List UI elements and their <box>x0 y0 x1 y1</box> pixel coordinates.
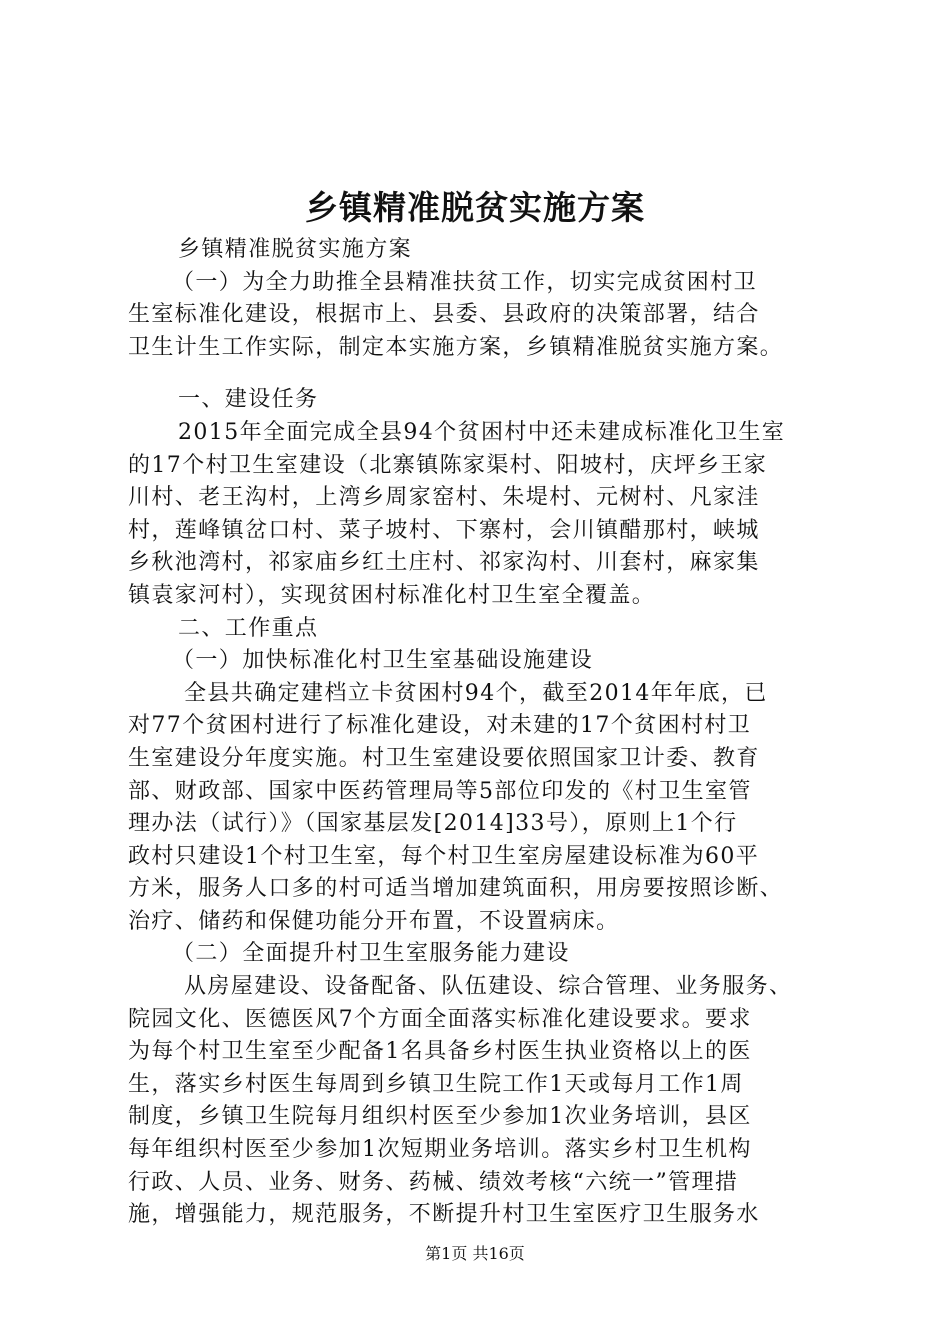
paragraph-line: 部、财政部、国家中医药管理局等5部位印发的《村卫生室管 <box>128 778 752 804</box>
paragraph-line: 对77个贫困村进行了标准化建设，对未建的17个贫困村村卫 <box>128 713 752 739</box>
paragraph-line: 方米，服务人口多的村可适当增加建筑面积，用房要按照诊断、 <box>128 876 784 902</box>
paragraph-line: 为每个村卫生室至少配备1名具备乡村医生执业资格以上的医 <box>128 1039 752 1065</box>
paragraph-line: 行政、人员、业务、财务、药械、绩效考核“六统一”管理措 <box>128 1169 739 1195</box>
document-title: 乡镇精准脱贫实施方案 <box>305 188 645 227</box>
paragraph-gap <box>128 364 844 384</box>
paragraph-line: 村，莲峰镇岔口村、菜子坡村、下寨村，会川镇醋那村，峡城 <box>128 517 760 543</box>
paragraph-line: 川村、老王沟村，上湾乡周家窑村、朱堤村、元树村、凡家洼 <box>128 485 760 511</box>
subsection-heading: （一）加快标准化村卫生室基础设施建设 <box>172 648 594 674</box>
paragraph-line: 每年组织村医至少参加1次短期业务培训。落实乡村卫生机构 <box>128 1137 752 1163</box>
paragraph-line: 施，增强能力，规范服务，不断提升村卫生室医疗卫生服务水 <box>128 1202 760 1228</box>
paragraph-line: 政村只建设1个村卫生室，每个村卫生室房屋建设标准为60平 <box>128 843 760 869</box>
section-heading: 二、工作重点 <box>178 615 319 641</box>
paragraph-line: 生室建设分年度实施。村卫生室建设要依照国家卫计委、教育 <box>128 745 760 771</box>
paragraph-line: 镇袁家河村），实现贫困村标准化村卫生室全覆盖。 <box>128 582 656 608</box>
paragraph-line: 2015年全面完成全县94个贫困村中还未建成标准化卫生室 <box>178 419 786 445</box>
paragraph-line: 生，落实乡村医生每周到乡镇卫生院工作1天或每月工作1周 <box>128 1071 744 1097</box>
paragraph-line: 的17个村卫生室建设（北寨镇陈家渠村、阳坡村，庆坪乡王家 <box>128 452 768 478</box>
paragraph-line: 卫生计生工作实际，制定本实施方案，乡镇精准脱贫实施方案。 <box>128 334 784 360</box>
page-number-footer: 第1页 共16页 <box>425 1244 525 1263</box>
paragraph-line: 从房屋建设、设备配备、队伍建设、综合管理、业务服务、 <box>184 974 793 1000</box>
paragraph-line: 生室标准化建设，根据市上、县委、县政府的决策部署，结合 <box>128 302 760 328</box>
document-body <box>128 234 844 1232</box>
paragraph-line: 理办法（试行）》（国家基层发[2014]33号），原则上1个行 <box>128 811 738 837</box>
section-heading: 一、建设任务 <box>178 387 319 413</box>
paragraph-line: 院园文化、医德医风7个方面全面落实标准化建设要求。要求 <box>128 1006 752 1032</box>
paragraph-line: 乡秋池湾村，祁家庙乡红土庄村、祁家沟村、川套村，麻家集 <box>128 550 760 576</box>
paragraph-line: 全县共确定建档立卡贫困村94个，截至2014年年底，已 <box>184 680 768 706</box>
paragraph-line: 治疗、储药和保健功能分开布置，不设置病床。 <box>128 908 620 934</box>
paragraph-line: 制度，乡镇卫生院每月组织村医至少参加1次业务培训，县区 <box>128 1104 752 1130</box>
subsection-heading: （二）全面提升村卫生室服务能力建设 <box>172 941 570 967</box>
paragraph-line: （一）为全力助推全县精准扶贫工作，切实完成贫困村卫 <box>172 269 758 295</box>
subtitle-line: 乡镇精准脱贫实施方案 <box>178 237 413 262</box>
